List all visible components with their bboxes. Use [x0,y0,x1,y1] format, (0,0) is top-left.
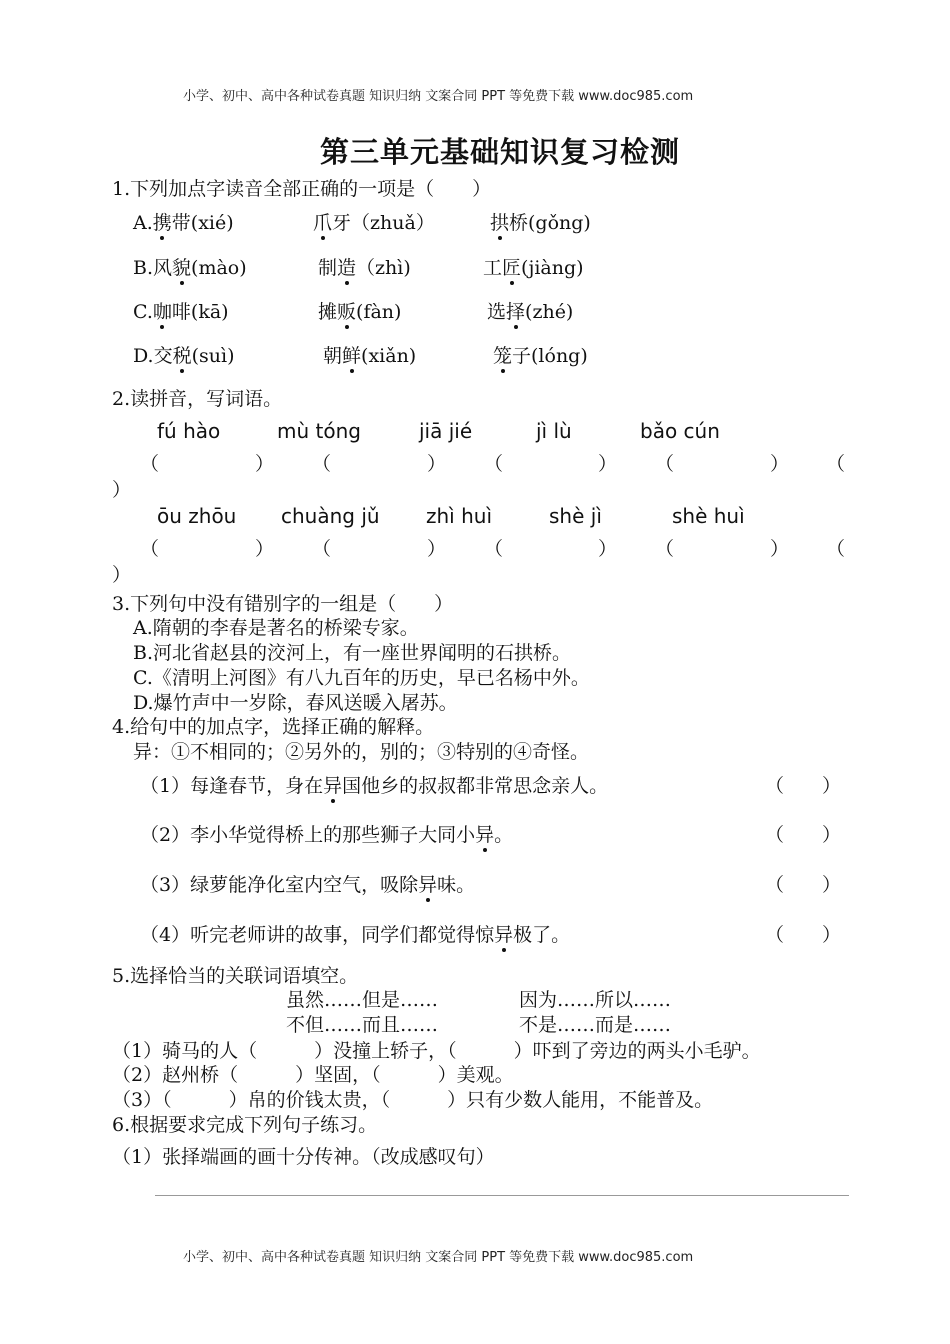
paren-open: （ [484,453,504,475]
paren-open: （ [312,538,332,560]
paren-close: ） [255,538,275,560]
paren-close: ） [427,538,447,560]
q1-option-c-word2: 摊贩(fàn) [318,301,402,323]
q3-stem: 3.下列句中没有错别字的一组是（ ） [112,593,454,615]
pinyin: ōu zhōu [157,504,237,528]
q4-item-3: （3）绿萝能净化室内空气，吸除异味。 [140,874,476,896]
option-label: A. [133,212,153,234]
q5-item-2: （2）赵州桥（ ）坚固，（ ）美观。 [112,1064,514,1086]
paren-open: （ [655,453,675,475]
paren-open: （ [655,538,675,560]
pinyin: jì lù [536,419,572,443]
q1-option-b-word2: 制造（zhì) [318,257,411,279]
pinyin: zhì huì [426,504,492,528]
pinyin: fú hào [157,419,221,443]
page-header: 小学、初中、高中各种试卷真题 知识归纳 文案合同 PPT 等免费下载 www.doc985.com [183,89,694,104]
q1-option-a-word2: 爪牙（zhuǎ） [313,212,435,234]
q4-meanings: 异：①不相同的；②另外的，别的；③特别的④奇怪。 [133,741,590,763]
dotted-char: 鲜 [342,345,362,367]
paren-close: ） [770,538,790,560]
q3-option-b: B.河北省赵县的洨河上，有一座世界闻明的石拱桥。 [133,642,572,664]
page-footer: 小学、初中、高中各种试卷真题 知识归纳 文案合同 PPT 等免费下载 www.doc985.com [183,1250,694,1265]
q1-option-b-word3: 工匠(jiàng) [483,257,584,279]
q1-option-d-word2: 朝鲜(xiǎn) [323,345,417,367]
option-label: B. [133,257,154,279]
pinyin: shè jì [549,504,602,528]
q3-option-d: D.爆竹声中一岁除，春风送暖入屠苏。 [133,692,458,714]
paren-open: （ [826,453,846,475]
option-label: C. [133,301,153,323]
q5-choice: 虽然……但是…… [286,989,439,1011]
option-label: D. [133,345,154,367]
paren-open: （ [140,538,160,560]
paren-close: ） [255,453,275,475]
dotted-char: 税 [172,345,192,367]
q3-option-a: A.隋朝的李春是著名的桥梁专家。 [133,617,419,639]
q1-option-d-word3: 笼子(lóng) [493,345,588,367]
q4-item-1: （1）每逢春节，身在异国他乡的叔叔都非常思念亲人。 [140,775,609,797]
paren-close: ） [770,453,790,475]
q5-item-3: （3）（ ）帛的价钱太贵，（ ）只有少数人能用，不能普及。 [112,1089,714,1111]
dotted-char: 择 [506,301,526,323]
dotted-char: 拱 [490,212,510,234]
dotted-char: 匠 [502,257,522,279]
q6-stem: 6.根据要求完成下列句子练习。 [112,1114,378,1136]
q4-item-4: （4）听完老师讲的故事，同学们都觉得惊异极了。 [140,924,571,946]
paren-open: （ [484,538,504,560]
paren-close: ） [112,479,132,501]
dotted-char: 爪 [313,212,333,234]
dotted-char: 笼 [493,345,513,367]
answer-blank[interactable]: （ ） [765,775,842,797]
dotted-char: 造 [337,257,357,279]
dotted-char: 咖 [152,301,172,323]
pinyin: jiā jié [419,419,473,443]
page-title: 第三单元基础知识复习检测 [320,135,681,169]
q1-option-a-word3: 拱桥(gǒng) [490,212,591,234]
q1-option-b: B.风貌(mào) [133,257,247,279]
q1-stem: 1.下列加点字读音全部正确的一项是（ ） [112,178,492,200]
q5-stem: 5.选择恰当的关联词语填空。 [112,965,359,987]
dotted-char: 貌 [172,257,192,279]
answer-blank[interactable]: （ ） [765,874,842,896]
q2-stem: 2.读拼音，写词语。 [112,388,283,410]
q1-option-d: D.交税(suì) [133,345,235,367]
q6-item-1: （1）张择端画的画十分传神。（改成感叹句） [112,1146,495,1168]
q5-choice: 因为……所以…… [519,989,672,1011]
footer-divider [155,1195,849,1196]
paren-close: ） [427,453,447,475]
q4-item-2: （2）李小华觉得桥上的那些狮子大同小异。 [140,824,514,846]
q1-option-a: A.携带(xié) [133,212,234,234]
paren-close: ） [112,564,132,586]
q1-option-c-word3: 选择(zhé) [487,301,574,323]
paren-open: （ [826,538,846,560]
q5-choice: 不是……而是…… [519,1014,672,1036]
paren-open: （ [140,453,160,475]
pinyin: mù tóng [277,419,361,443]
paren-open: （ [312,453,332,475]
dotted-char: 异 [475,824,495,846]
pinyin: shè huì [672,504,745,528]
q5-item-1: （1）骑马的人（ ）没撞上轿子，（ ）吓到了旁边的两头小毛驴。 [112,1040,761,1062]
pinyin: chuàng jǔ [281,504,380,528]
q5-choice: 不但……而且…… [286,1014,439,1036]
q4-stem: 4.给句中的加点字，选择正确的解释。 [112,716,435,738]
dotted-char: 异 [494,924,514,946]
dotted-char: 携 [152,212,172,234]
dotted-char: 异 [418,874,438,896]
answer-blank[interactable]: （ ） [765,924,842,946]
paren-close: ） [598,538,618,560]
dotted-char: 异 [323,775,343,797]
pinyin: bǎo cún [640,419,720,443]
paren-close: ） [598,453,618,475]
dotted-char: 贩 [337,301,357,323]
q3-option-c: C.《清明上河图》有八九百年的历史，早已名杨中外。 [133,667,590,689]
answer-blank[interactable]: （ ） [765,824,842,846]
q1-option-c: C.咖啡(kā) [133,301,229,323]
